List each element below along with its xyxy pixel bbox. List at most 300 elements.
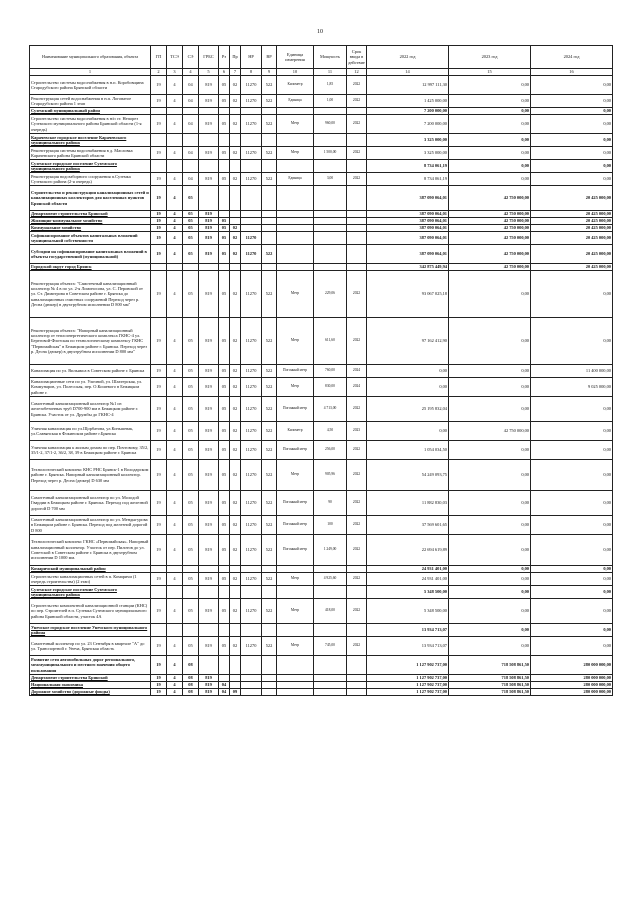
- table-row: [30, 211, 613, 218]
- gp-cell: [151, 264, 167, 271]
- table-row: [30, 264, 613, 271]
- grbs-cell: [199, 108, 219, 115]
- se-cell: 05: [183, 271, 199, 318]
- amount-2022-cell: 387 090 064,01: [367, 232, 449, 245]
- pr-cell: [230, 682, 241, 689]
- gp-cell: 19: [151, 491, 167, 516]
- object-name-cell: Самотечный коллектор по ул. 23 Сентября в квартале "А" до ул. Транспортной г. Унеча, Брянская область: [30, 637, 151, 656]
- gp-cell: 19: [151, 378, 167, 397]
- object-name-cell: Субсидии на софинансирование капитальных вложений в объекты государственной (муниципальной): [30, 245, 151, 264]
- nr-cell: 11270: [241, 378, 262, 397]
- amount-2024-cell: 0,00: [531, 271, 613, 318]
- gp-cell: 19: [151, 186, 167, 211]
- power-cell: [314, 211, 347, 218]
- rz-cell: 05: [219, 218, 230, 225]
- rz-cell: [219, 134, 230, 147]
- year-cell: 2022: [347, 173, 367, 186]
- gp-cell: 19: [151, 76, 167, 95]
- column-number: 15: [449, 69, 531, 76]
- amount-2023-cell: 0,00: [449, 271, 531, 318]
- amount-2023-cell: 0,00: [449, 637, 531, 656]
- unit-cell: [277, 624, 314, 637]
- vr-cell: [262, 186, 277, 211]
- nr-cell: [241, 586, 262, 599]
- gp-cell: 19: [151, 211, 167, 218]
- vr-cell: 522: [262, 441, 277, 460]
- table-row: [30, 689, 613, 696]
- object-name-cell: Софинансирование объектов капитальных вложений муниципальной собственности: [30, 232, 151, 245]
- se-cell: 05: [183, 441, 199, 460]
- vr-cell: [262, 689, 277, 696]
- nr-cell: 11270: [241, 422, 262, 441]
- object-name-cell: Технологический комплекс ГКНС «Первомайская». Напорный канализационный коллектор. Участок от пер. Пилотов до ул. Советской в Советском районе г. Брянска в двухтрубном исполнении D 1000 мм.: [30, 535, 151, 566]
- gp-cell: 19: [151, 516, 167, 535]
- unit-cell: [277, 675, 314, 682]
- tse-cell: 4: [167, 211, 183, 218]
- amount-2024-cell: 0,00: [531, 76, 613, 95]
- vr-cell: 522: [262, 491, 277, 516]
- se-cell: 05: [183, 225, 199, 232]
- se-cell: 08: [183, 656, 199, 675]
- pr-cell: [230, 134, 241, 147]
- year-cell: 2022: [347, 95, 367, 108]
- vr-cell: [262, 134, 277, 147]
- table-row: [30, 147, 613, 160]
- vr-cell: 522: [262, 95, 277, 108]
- gp-cell: [151, 108, 167, 115]
- amount-2024-cell: 280 000 000,00: [531, 675, 613, 682]
- nr-cell: [241, 225, 262, 232]
- rz-cell: 05: [219, 318, 230, 365]
- year-cell: 2022: [347, 460, 367, 491]
- vr-cell: [262, 675, 277, 682]
- tse-cell: [167, 134, 183, 147]
- se-cell: [183, 160, 199, 173]
- object-name-cell: Департамент строительства Брянской: [30, 211, 151, 218]
- grbs-cell: [199, 566, 219, 573]
- amount-2023-cell: 42 750 000,00: [449, 422, 531, 441]
- rz-cell: 05: [219, 76, 230, 95]
- amount-2022-cell: 1 425 000,00: [367, 95, 449, 108]
- pr-cell: 02: [230, 535, 241, 566]
- unit-cell: [277, 186, 314, 211]
- amount-2024-cell: 20 425 000,00: [531, 264, 613, 271]
- table-row: [30, 460, 613, 491]
- table-row: [30, 573, 613, 586]
- se-cell: [183, 264, 199, 271]
- column-header: Пр: [230, 46, 241, 69]
- column-number: 4: [183, 69, 199, 76]
- nr-cell: 11270: [241, 637, 262, 656]
- tse-cell: 4: [167, 422, 183, 441]
- amount-2022-cell: 24 931 401,00: [367, 573, 449, 586]
- unit-cell: Метр: [277, 147, 314, 160]
- se-cell: 05: [183, 218, 199, 225]
- gp-cell: 19: [151, 682, 167, 689]
- object-name-cell: Строительство и реконструкция канализационных сетей и канализационных коллекторов для населенных пунктов Брянской области: [30, 186, 151, 211]
- amount-2023-cell: 0,00: [449, 108, 531, 115]
- se-cell: 08: [183, 675, 199, 682]
- amount-2024-cell: 0,00: [531, 535, 613, 566]
- column-header: НР: [241, 46, 262, 69]
- grbs-cell: 819: [199, 637, 219, 656]
- amount-2023-cell: 42 750 000,00: [449, 225, 531, 232]
- unit-cell: Метр: [277, 318, 314, 365]
- gp-cell: [151, 134, 167, 147]
- amount-2022-cell: 0,00: [367, 422, 449, 441]
- year-cell: [347, 656, 367, 675]
- amount-2022-cell: 387 090 064,01: [367, 225, 449, 232]
- amount-2023-cell: 0,00: [449, 460, 531, 491]
- year-cell: [347, 682, 367, 689]
- amount-2022-cell: 1 054 034,50: [367, 441, 449, 460]
- amount-2024-cell: 0,00: [531, 637, 613, 656]
- object-name-cell: Реконструкция сетей водоснабжения в н.п. Логоватое Стародубского района 1 этап: [30, 95, 151, 108]
- amount-2022-cell: 5 348 500,00: [367, 599, 449, 624]
- unit-cell: Погонный метр: [277, 441, 314, 460]
- grbs-cell: [199, 134, 219, 147]
- object-name-cell: Реконструкция системы водоснабжения в д. Масловка Карачевского района Брянской области: [30, 147, 151, 160]
- unit-cell: Погонный метр: [277, 535, 314, 566]
- year-cell: [347, 108, 367, 115]
- nr-cell: [241, 624, 262, 637]
- gp-cell: 19: [151, 115, 167, 134]
- nr-cell: 11270: [241, 516, 262, 535]
- power-cell: [314, 586, 347, 599]
- object-name-cell: Строительство системы водоснабжения в н/п ст. Непорез Суземского муниципального района Брянской области (1-я очередь): [30, 115, 151, 134]
- unit-cell: [277, 218, 314, 225]
- grbs-cell: 819: [199, 378, 219, 397]
- rz-cell: 05: [219, 422, 230, 441]
- table-row: [30, 682, 613, 689]
- amount-2024-cell: 0,00: [531, 397, 613, 422]
- table-row: [30, 637, 613, 656]
- grbs-cell: 819: [199, 211, 219, 218]
- amount-2024-cell: 20 425 000,00: [531, 225, 613, 232]
- column-number-row: [30, 69, 613, 76]
- grbs-cell: 819: [199, 682, 219, 689]
- se-cell: [183, 586, 199, 599]
- vr-cell: 522: [262, 516, 277, 535]
- grbs-cell: [199, 586, 219, 599]
- vr-cell: 522: [262, 76, 277, 95]
- grbs-cell: 819: [199, 397, 219, 422]
- pr-cell: [230, 211, 241, 218]
- se-cell: 05: [183, 211, 199, 218]
- unit-cell: Метр: [277, 573, 314, 586]
- tse-cell: [167, 586, 183, 599]
- year-cell: [347, 225, 367, 232]
- pr-cell: 02: [230, 232, 241, 245]
- unit-cell: [277, 264, 314, 271]
- table-row: [30, 535, 613, 566]
- gp-cell: 19: [151, 599, 167, 624]
- amount-2022-cell: 54 249 093,75: [367, 460, 449, 491]
- amount-2023-cell: 0,00: [449, 573, 531, 586]
- nr-cell: [241, 689, 262, 696]
- vr-cell: 522: [262, 271, 277, 318]
- pr-cell: 02: [230, 573, 241, 586]
- table-row: [30, 95, 613, 108]
- se-cell: 04: [183, 173, 199, 186]
- amount-2024-cell: 0,00: [531, 491, 613, 516]
- amount-2022-cell: 0,00: [367, 365, 449, 378]
- grbs-cell: 819: [199, 573, 219, 586]
- tse-cell: 4: [167, 441, 183, 460]
- gp-cell: 19: [151, 637, 167, 656]
- amount-2024-cell: 0,00: [531, 173, 613, 186]
- tse-cell: 4: [167, 516, 183, 535]
- grbs-cell: [199, 656, 219, 675]
- year-cell: 2022: [347, 76, 367, 95]
- unit-cell: [277, 245, 314, 264]
- vr-cell: [262, 108, 277, 115]
- pr-cell: [230, 108, 241, 115]
- gp-cell: 19: [151, 656, 167, 675]
- unit-cell: [277, 689, 314, 696]
- pr-cell: [230, 656, 241, 675]
- power-cell: [314, 108, 347, 115]
- grbs-cell: 819: [199, 95, 219, 108]
- gp-cell: 19: [151, 318, 167, 365]
- amount-2022-cell: 12 997 111,30: [367, 76, 449, 95]
- vr-cell: [262, 160, 277, 173]
- se-cell: [183, 108, 199, 115]
- nr-cell: [241, 682, 262, 689]
- amount-2024-cell: 0,00: [531, 318, 613, 365]
- amount-2022-cell: 5 348 500,00: [367, 586, 449, 599]
- amount-2022-cell: 1 127 902 737,00: [367, 675, 449, 682]
- table-row: [30, 245, 613, 264]
- column-number: 3: [167, 69, 183, 76]
- vr-cell: [262, 586, 277, 599]
- pr-cell: 02: [230, 422, 241, 441]
- nr-cell: 11270: [241, 573, 262, 586]
- pr-cell: 02: [230, 115, 241, 134]
- year-cell: [347, 624, 367, 637]
- pr-cell: [230, 186, 241, 211]
- gp-cell: 19: [151, 573, 167, 586]
- rz-cell: [219, 211, 230, 218]
- investment-table: [29, 45, 613, 696]
- amount-2024-cell: 0,00: [531, 624, 613, 637]
- rz-cell: 05: [219, 516, 230, 535]
- tse-cell: 4: [167, 675, 183, 682]
- tse-cell: 4: [167, 365, 183, 378]
- grbs-cell: 819: [199, 441, 219, 460]
- amount-2022-cell: 387 090 064,01: [367, 218, 449, 225]
- tse-cell: [167, 566, 183, 573]
- column-number: 12: [347, 69, 367, 76]
- nr-cell: 11270: [241, 441, 262, 460]
- table-row: [30, 232, 613, 245]
- grbs-cell: 819: [199, 76, 219, 95]
- se-cell: 05: [183, 491, 199, 516]
- nr-cell: [241, 160, 262, 173]
- gp-cell: 19: [151, 535, 167, 566]
- amount-2022-cell: 11 882 830,03: [367, 491, 449, 516]
- grbs-cell: 819: [199, 225, 219, 232]
- object-name-cell: Комаричский муниципальный район: [30, 566, 151, 573]
- amount-2022-cell: 1 127 902 737,00: [367, 656, 449, 675]
- nr-cell: 11270: [241, 599, 262, 624]
- amount-2022-cell: 37 569 601,65: [367, 516, 449, 535]
- se-cell: 05: [183, 245, 199, 264]
- table-row: [30, 422, 613, 441]
- se-cell: 05: [183, 232, 199, 245]
- unit-cell: Метр: [277, 115, 314, 134]
- power-cell: 1 249,00: [314, 535, 347, 566]
- object-name-cell: Городской округ город Брянск: [30, 264, 151, 271]
- vr-cell: 522: [262, 397, 277, 422]
- amount-2022-cell: 13 934 713,07: [367, 637, 449, 656]
- year-cell: [347, 566, 367, 573]
- se-cell: [183, 566, 199, 573]
- pr-cell: [230, 218, 241, 225]
- column-number: 2: [151, 69, 167, 76]
- rz-cell: 05: [219, 535, 230, 566]
- grbs-cell: 819: [199, 218, 219, 225]
- rz-cell: [219, 160, 230, 173]
- pr-cell: 02: [230, 460, 241, 491]
- amount-2024-cell: 0,00: [531, 422, 613, 441]
- vr-cell: 522: [262, 115, 277, 134]
- tse-cell: 4: [167, 173, 183, 186]
- pr-cell: 02: [230, 599, 241, 624]
- year-cell: [347, 160, 367, 173]
- nr-cell: [241, 218, 262, 225]
- power-cell: [314, 225, 347, 232]
- year-cell: 2022: [347, 573, 367, 586]
- se-cell: 05: [183, 186, 199, 211]
- amount-2023-cell: 0,00: [449, 134, 531, 147]
- se-cell: 05: [183, 397, 199, 422]
- unit-cell: Километр: [277, 422, 314, 441]
- pr-cell: 09: [230, 689, 241, 696]
- tse-cell: 4: [167, 245, 183, 264]
- nr-cell: 11270: [241, 397, 262, 422]
- se-cell: 05: [183, 422, 199, 441]
- year-cell: 2022: [347, 516, 367, 535]
- pr-cell: 02: [230, 516, 241, 535]
- amount-2022-cell: 25 195 832,04: [367, 397, 449, 422]
- table-row: [30, 397, 613, 422]
- tse-cell: 4: [167, 76, 183, 95]
- power-cell: [314, 160, 347, 173]
- vr-cell: [262, 218, 277, 225]
- tse-cell: 4: [167, 599, 183, 624]
- amount-2023-cell: 0,00: [449, 566, 531, 573]
- amount-2023-cell: 0,00: [449, 516, 531, 535]
- object-name-cell: Уличная канализация по ул.Щорбатова, ул.Коньшевак, ул.Славянская в Фокинском районе г.Брянска: [30, 422, 151, 441]
- grbs-cell: 819: [199, 516, 219, 535]
- vr-cell: [262, 656, 277, 675]
- year-cell: [347, 186, 367, 211]
- grbs-cell: 819: [199, 245, 219, 264]
- vr-cell: 522: [262, 460, 277, 491]
- column-number: 8: [241, 69, 262, 76]
- amount-2022-cell: 342 875 449,94: [367, 264, 449, 271]
- amount-2023-cell: 718 508 861,50: [449, 682, 531, 689]
- gp-cell: 19: [151, 245, 167, 264]
- pr-cell: [230, 160, 241, 173]
- nr-cell: [241, 211, 262, 218]
- unit-cell: [277, 682, 314, 689]
- power-cell: [314, 134, 347, 147]
- vr-cell: 522: [262, 599, 277, 624]
- gp-cell: 19: [151, 225, 167, 232]
- amount-2023-cell: 0,00: [449, 95, 531, 108]
- column-number: 9: [262, 69, 277, 76]
- table-row: [30, 160, 613, 173]
- tse-cell: 4: [167, 397, 183, 422]
- tse-cell: 4: [167, 682, 183, 689]
- unit-cell: Километр: [277, 76, 314, 95]
- se-cell: 05: [183, 318, 199, 365]
- grbs-cell: 819: [199, 232, 219, 245]
- power-cell: 960,00: [314, 115, 347, 134]
- power-cell: 830,00: [314, 378, 347, 397]
- gp-cell: [151, 160, 167, 173]
- power-cell: 90: [314, 491, 347, 516]
- rz-cell: 05: [219, 365, 230, 378]
- unit-cell: Погонный метр: [277, 365, 314, 378]
- nr-cell: 11270: [241, 95, 262, 108]
- page-number: 10: [317, 29, 323, 35]
- amount-2023-cell: 0,00: [449, 318, 531, 365]
- unit-cell: [277, 225, 314, 232]
- amount-2023-cell: 718 508 861,50: [449, 689, 531, 696]
- column-header: СЭ: [183, 46, 199, 69]
- rz-cell: 05: [219, 173, 230, 186]
- tse-cell: 4: [167, 378, 183, 397]
- se-cell: 08: [183, 689, 199, 696]
- amount-2024-cell: 0,00: [531, 160, 613, 173]
- nr-cell: 11270: [241, 147, 262, 160]
- header-row: [30, 46, 613, 69]
- year-cell: [347, 586, 367, 599]
- gp-cell: 19: [151, 441, 167, 460]
- nr-cell: [241, 675, 262, 682]
- pr-cell: [230, 586, 241, 599]
- object-name-cell: Уличная канализация к жилым домам по пер. Почтовому, 35/2, 35/1-2, 37/1-2, 36/2, 38, 39 в Бежицком районе г. Брянска: [30, 441, 151, 460]
- tse-cell: 4: [167, 225, 183, 232]
- power-cell: 418,00: [314, 599, 347, 624]
- object-name-cell: Суземское городское поселение Суземского муниципального района: [30, 160, 151, 173]
- pr-cell: 02: [230, 378, 241, 397]
- amount-2024-cell: 0,00: [531, 108, 613, 115]
- table-row: [30, 586, 613, 599]
- object-name-cell: Суземский муниципальный район: [30, 108, 151, 115]
- pr-cell: 02: [230, 365, 241, 378]
- rz-cell: 05: [219, 599, 230, 624]
- rz-cell: [219, 624, 230, 637]
- se-cell: 05: [183, 460, 199, 491]
- amount-2024-cell: 20 425 000,00: [531, 186, 613, 211]
- year-cell: 2023: [347, 422, 367, 441]
- grbs-cell: 819: [199, 675, 219, 682]
- grbs-cell: [199, 160, 219, 173]
- rz-cell: 05: [219, 378, 230, 397]
- vr-cell: 522: [262, 245, 277, 264]
- tse-cell: 4: [167, 186, 183, 211]
- grbs-cell: 819: [199, 147, 219, 160]
- rz-cell: [219, 264, 230, 271]
- vr-cell: 522: [262, 318, 277, 365]
- rz-cell: 04: [219, 689, 230, 696]
- unit-cell: [277, 656, 314, 675]
- grbs-cell: 819: [199, 318, 219, 365]
